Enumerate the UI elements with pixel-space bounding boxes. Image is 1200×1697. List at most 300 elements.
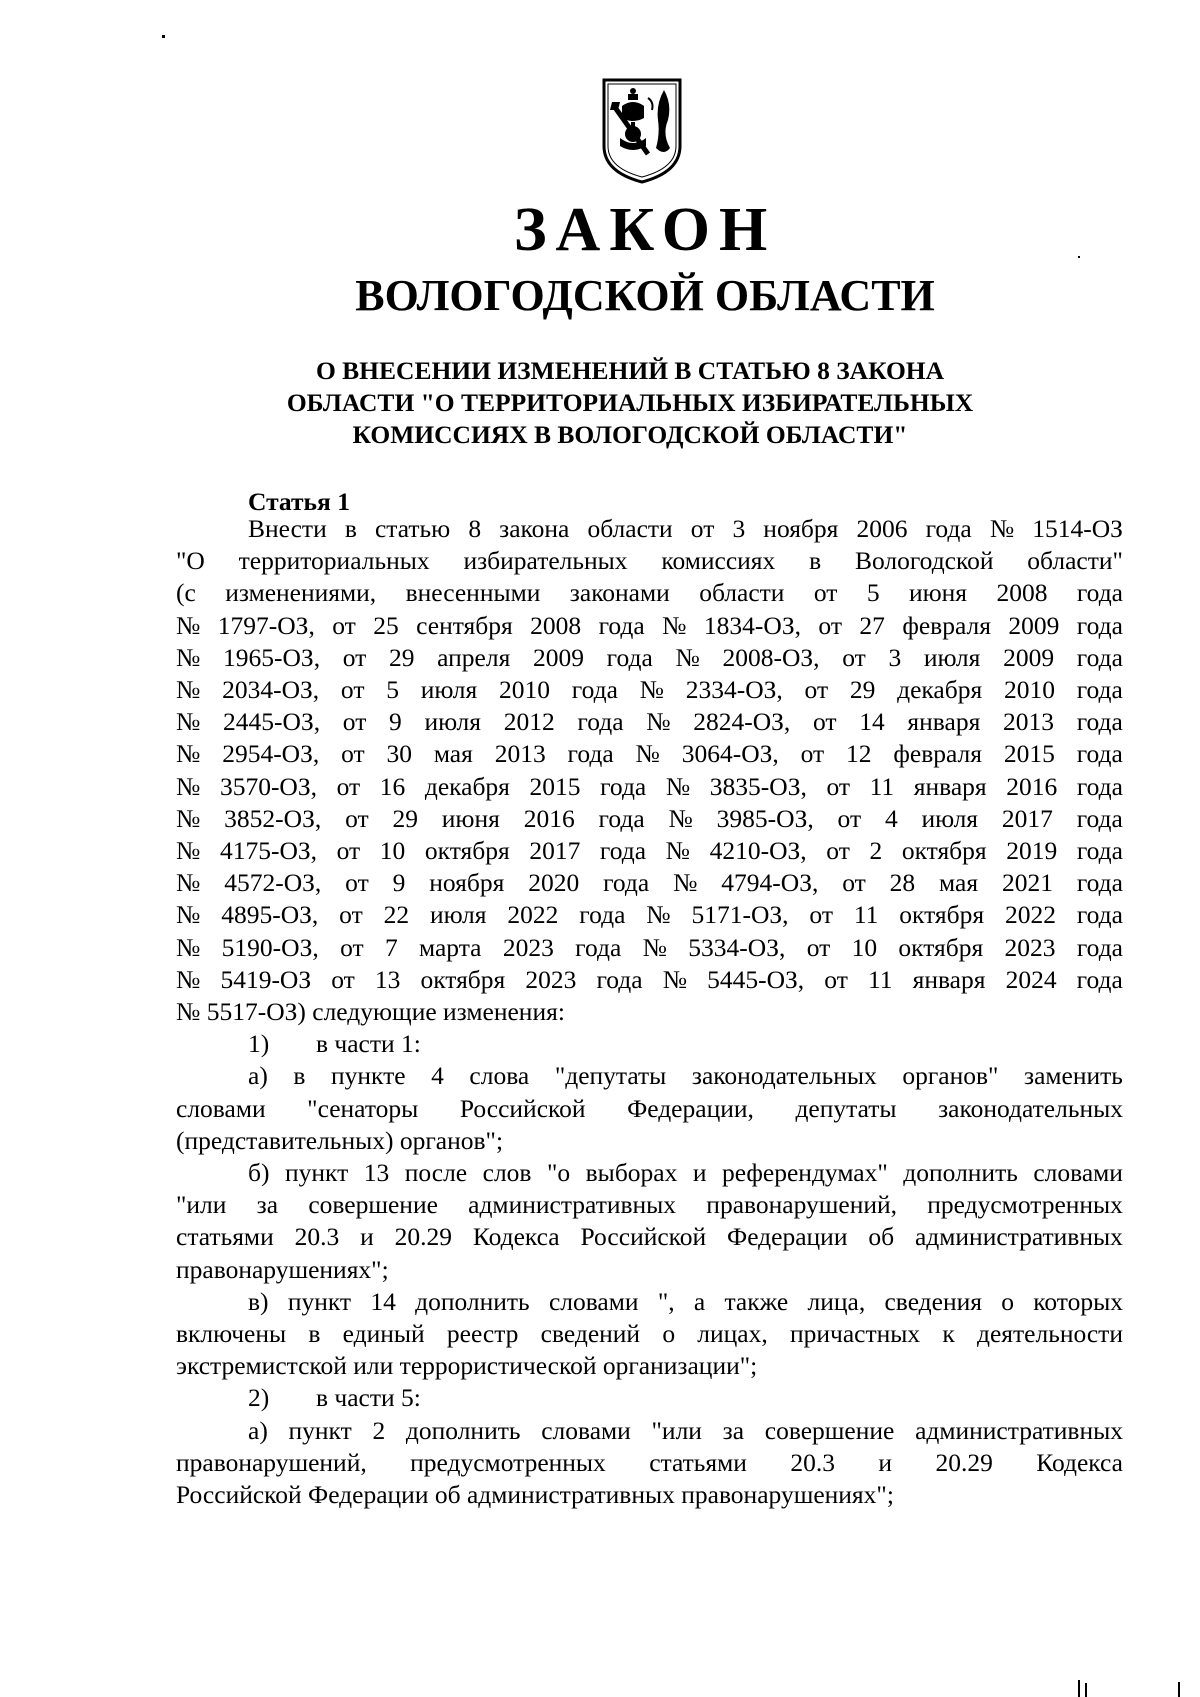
word: 11 (869, 771, 895, 801)
word: года (1076, 739, 1123, 769)
word: заменить (1024, 1061, 1123, 1091)
word: словами (1033, 1158, 1123, 1188)
word: 2012 (503, 707, 555, 737)
list-item-1 (176, 1028, 1123, 1060)
word: "о (546, 1158, 571, 1188)
word: выборах (585, 1158, 678, 1188)
word: от (804, 675, 829, 705)
word: административных (914, 1222, 1123, 1252)
word: января (913, 771, 987, 801)
word: апреля (437, 642, 511, 672)
word: от (690, 514, 715, 543)
title-line: ОБЛАСТИ "О ТЕРРИТОРИАЛЬНЫХ ИЗБИРАТЕЛЬНЫХ (286, 388, 974, 417)
document-title (220, 355, 1040, 451)
word: 11 (867, 964, 893, 994)
word: № (675, 642, 700, 672)
word: 2008-ОЗ, (722, 642, 820, 672)
word: № (176, 707, 201, 737)
word: июля (921, 803, 979, 833)
word: 2016 (1006, 771, 1058, 801)
word: словами (548, 1286, 639, 1316)
word: предусмотренных (927, 1190, 1123, 1220)
body-line (176, 1189, 1123, 1221)
word: словами (541, 1415, 631, 1445)
word: № (176, 803, 201, 833)
word: референдумах" (722, 1158, 888, 1188)
word: которых (1033, 1286, 1123, 1316)
word: 3852-ОЗ, (224, 803, 322, 833)
word: законами (569, 578, 670, 608)
word: № (646, 707, 671, 737)
word: марта (419, 932, 482, 962)
word: области" (1027, 546, 1123, 576)
word: года (1076, 610, 1123, 640)
word: 20.3 (790, 1447, 835, 1477)
word: об (868, 1222, 895, 1252)
scan-speck (1078, 256, 1080, 258)
word: 2954-ОЗ, (222, 739, 320, 769)
word: от (336, 771, 361, 801)
word: 2008 (996, 578, 1048, 608)
word: 2010 (499, 675, 550, 705)
word: июля (429, 900, 487, 930)
word: совершение (764, 1415, 895, 1445)
word: Кодекса (1036, 1447, 1123, 1477)
word: № (176, 610, 201, 640)
word: года (596, 964, 643, 994)
word: от (837, 803, 862, 833)
word: лица, (807, 1286, 866, 1316)
body-line: Российской Федерации об административных правонарушениях"; (176, 1480, 894, 1510)
body-line (176, 964, 1123, 996)
word: 2023 (502, 932, 554, 962)
word: от (800, 739, 825, 769)
word: 2016 (523, 803, 575, 833)
word: 5334-ОЗ, (688, 932, 786, 962)
scan-edge-mark (1078, 1680, 1080, 1697)
word: 3835-ОЗ, (709, 771, 807, 801)
word: 2445-ОЗ, (223, 707, 321, 737)
word: 2 (869, 836, 883, 866)
word: 2022 (1004, 900, 1056, 930)
word: в) (248, 1286, 269, 1316)
word: 29 (388, 642, 415, 672)
body-line (176, 610, 1123, 642)
word: от (813, 578, 838, 608)
word: от (826, 836, 850, 866)
word: предусмотренных (410, 1447, 606, 1477)
word: мая (939, 868, 979, 898)
word: 16 (379, 771, 406, 801)
word: Внести (248, 514, 327, 543)
word: ноября (763, 514, 839, 543)
word: года (1076, 707, 1123, 737)
coat-of-arms-icon (600, 76, 684, 186)
word: 8 (468, 514, 482, 543)
word: 5 (386, 675, 399, 705)
word: 2022 (507, 900, 559, 930)
word: от (826, 771, 850, 801)
word: 5171-ОЗ, (691, 900, 789, 930)
word: административных (468, 1190, 677, 1220)
word: административных (915, 1415, 1123, 1445)
word: а (693, 1286, 706, 1316)
word: в (308, 1319, 321, 1349)
word: 2023 (525, 964, 577, 994)
word: № (176, 642, 201, 672)
word: октября (901, 836, 987, 866)
word: 5445-ОЗ, (707, 964, 805, 994)
word: года (1076, 578, 1123, 608)
word: Федерации (727, 1222, 848, 1252)
word: 29 (392, 803, 418, 833)
word: Российской (580, 1222, 707, 1252)
word: 2021 (1001, 868, 1053, 898)
word: № (673, 868, 698, 898)
word: 3 (888, 642, 902, 672)
word: б) (248, 1158, 270, 1188)
word: от (342, 707, 367, 737)
word: а) (248, 1061, 268, 1091)
word: 20.29 (935, 1447, 993, 1477)
word: года (1076, 642, 1123, 672)
word: года (599, 836, 647, 866)
word: 30 (386, 739, 412, 769)
word: № (665, 836, 691, 866)
word: статьями (176, 1222, 274, 1252)
word: года (1076, 964, 1123, 994)
word: № (642, 932, 667, 962)
word: 2024 (1005, 964, 1057, 994)
word: октября (899, 900, 985, 930)
body-line (176, 1318, 1123, 1350)
word: 9 (389, 707, 402, 737)
word: № (639, 675, 664, 705)
word: от (818, 610, 842, 640)
word: № (635, 739, 660, 769)
word: о (1001, 1286, 1015, 1316)
word: 1834-ОЗ, (703, 610, 801, 640)
word: 3 (732, 514, 746, 543)
word: в (293, 1061, 306, 1091)
word: в (809, 546, 822, 576)
word: от (341, 739, 365, 769)
word: июня (908, 578, 968, 608)
body-line (176, 642, 1123, 674)
word: 2017 (1001, 803, 1053, 833)
word: совершение (308, 1190, 438, 1220)
word: деятельности (976, 1319, 1123, 1349)
body-line: (представительных) органов"; (176, 1125, 504, 1155)
body-line (176, 899, 1123, 931)
word: 13 (363, 1158, 390, 1188)
word: "или (176, 1190, 227, 1220)
word: 29 (849, 675, 876, 705)
word: 2013 (1003, 707, 1054, 737)
word: 1965-ОЗ, (223, 642, 321, 672)
word: 5 (866, 578, 880, 608)
word: от (336, 836, 361, 866)
word: области (699, 578, 785, 608)
word: мая (433, 739, 473, 769)
body-line (176, 545, 1123, 577)
word: и (692, 1158, 707, 1188)
body-line (176, 1415, 1123, 1447)
word: № (176, 868, 201, 898)
word: "О (176, 546, 205, 576)
word: октября (420, 964, 506, 994)
word: словами (176, 1093, 266, 1123)
word: Российской (459, 1093, 586, 1123)
word: года (1076, 868, 1123, 898)
word: 4794-ОЗ, (721, 868, 819, 898)
body-line (176, 1447, 1123, 1479)
word: законодательных (691, 1061, 877, 1091)
word: 2015 (529, 771, 581, 801)
word: 2020 (528, 868, 580, 898)
body-line (176, 577, 1123, 609)
word: № (662, 964, 688, 994)
body-line (176, 932, 1123, 964)
word: 3064-ОЗ, (681, 739, 779, 769)
word: от (824, 964, 848, 994)
body-line (176, 674, 1123, 706)
word: (с (176, 578, 196, 608)
word: включены (176, 1319, 287, 1349)
word: в (344, 514, 357, 543)
word: года (600, 771, 647, 801)
word: № (662, 610, 687, 640)
body-line (176, 706, 1123, 738)
word: 2009 (1003, 642, 1055, 672)
word: 2023 (1004, 932, 1056, 962)
word: года (606, 642, 653, 672)
word: слов (482, 1158, 532, 1188)
word: за (722, 1415, 745, 1445)
word: сведения (884, 1286, 982, 1316)
word: 2034-ОЗ, (222, 675, 320, 705)
word: от (806, 932, 831, 962)
word: 3570-ОЗ, (219, 771, 317, 801)
word: к (942, 1319, 955, 1349)
word: года (598, 610, 645, 640)
word: 2334-ОЗ, (685, 675, 783, 705)
word: 1797-ОЗ, (217, 610, 315, 640)
document-issuer: ВОЛОГОДСКОЙ ОБЛАСТИ (355, 271, 935, 320)
word: 27 (859, 610, 885, 640)
word: 7 (384, 932, 398, 962)
word: июля (424, 707, 481, 737)
word: № (176, 739, 201, 769)
word: 20.29 (394, 1222, 452, 1252)
article-heading: Статья 1 (248, 487, 350, 516)
word: 5419-ОЗ (220, 964, 312, 994)
list-item-2 (176, 1382, 1123, 1414)
word: Федерации, (627, 1093, 754, 1123)
word: также (724, 1286, 789, 1316)
scan-edge-mark (1178, 1682, 1180, 1697)
word: № (646, 900, 671, 930)
title-line: КОМИССИЯХ В ВОЛОГОДСКОЙ ОБЛАСТИ" (352, 420, 908, 449)
word: реестр (446, 1319, 519, 1349)
body-line: экстремистской или террористической организации"; (176, 1351, 758, 1381)
scan-edge-mark (1085, 1683, 1087, 1697)
word: 20.3 (294, 1222, 340, 1252)
word: о (662, 1319, 676, 1349)
word: пункт (287, 1286, 352, 1316)
word: статью (374, 514, 451, 543)
word: 2010 (1003, 675, 1055, 705)
word: от (342, 642, 367, 672)
word: сентября (416, 610, 513, 640)
word: 4210-ОЗ, (709, 836, 807, 866)
word: от (339, 900, 363, 930)
body-line (176, 1157, 1123, 1189)
word: № (176, 675, 201, 705)
word: от (842, 642, 866, 672)
word: года (575, 932, 622, 962)
word: 5190-ОЗ, (221, 932, 319, 962)
word: № (668, 803, 693, 833)
body-line (176, 1093, 1123, 1125)
word: 22 (383, 900, 410, 930)
title-line: О ВНЕСЕНИИ ИЗМЕНЕНИЙ В СТАТЬЮ 8 ЗАКОНА (315, 356, 945, 385)
word: 4895-ОЗ, (221, 900, 319, 930)
word: избирательных (463, 546, 628, 576)
word: 3985-ОЗ, (716, 803, 814, 833)
word: января (907, 707, 981, 737)
word: от (340, 675, 365, 705)
word: года (1076, 771, 1123, 801)
word: пункт (288, 1415, 352, 1445)
word: октября (898, 932, 984, 962)
body-line (176, 835, 1123, 867)
word: изменениями, (225, 578, 377, 608)
word: ", (657, 1286, 675, 1316)
word: 28 (889, 868, 916, 898)
word: 4 (884, 803, 898, 833)
word: закона (499, 514, 570, 543)
word: 12 (846, 739, 872, 769)
body-line (176, 803, 1123, 835)
word: 4175-ОЗ, (219, 836, 318, 866)
word: от (331, 964, 355, 994)
word: июня (441, 803, 500, 833)
word: лицах, (697, 1319, 768, 1349)
word: июля (923, 642, 981, 672)
word: года (603, 868, 650, 898)
word: № (176, 900, 201, 930)
word: слова (469, 1061, 530, 1091)
word: 2824-ОЗ, (693, 707, 791, 737)
word: 2015 (1003, 739, 1055, 769)
word: года (1076, 803, 1123, 833)
word: года (1076, 932, 1123, 962)
body-line (176, 738, 1123, 770)
word: после (404, 1158, 468, 1188)
scan-speck (162, 35, 165, 38)
list-item-number: 2) (248, 1383, 270, 1413)
body-line: № 5517-ОЗ) следующие изменения: (176, 997, 565, 1027)
body-line: правонарушениях"; (176, 1254, 389, 1284)
word: от (842, 868, 866, 898)
word: 25 (373, 610, 399, 640)
word: а) (248, 1415, 268, 1445)
word: 4572-ОЗ, (224, 868, 322, 898)
word: 2019 (1006, 836, 1058, 866)
list-item-text: в части 5: (316, 1383, 421, 1413)
word: октября (424, 836, 510, 866)
word: причастных (789, 1319, 921, 1349)
word: 10 (379, 836, 406, 866)
word: от (340, 932, 364, 962)
word: правонарушений, (706, 1190, 898, 1220)
word: года (598, 803, 645, 833)
body-line (176, 1286, 1123, 1318)
word: органов" (902, 1061, 999, 1091)
word: 2 (372, 1415, 386, 1445)
word: от (812, 707, 837, 737)
word: и (878, 1447, 893, 1477)
word: года (571, 675, 618, 705)
word: года (1076, 675, 1123, 705)
word: комиссиях (661, 546, 776, 576)
word: декабря (897, 675, 983, 705)
word: от (345, 868, 369, 898)
word: внесенными (405, 578, 541, 608)
word: 14 (370, 1286, 396, 1316)
word: 9 (392, 868, 406, 898)
word: "или (651, 1415, 702, 1445)
word: единый (342, 1319, 425, 1349)
word: депутаты (795, 1093, 897, 1123)
word: № (989, 514, 1015, 543)
word: № (176, 932, 201, 962)
word: территориальных (238, 546, 430, 576)
word: пункте (330, 1061, 406, 1091)
word: декабря (424, 771, 510, 801)
word: пункт (284, 1158, 349, 1188)
list-item-number: 1) (248, 1029, 270, 1059)
word: № (665, 771, 691, 801)
word: дополнить (405, 1415, 521, 1445)
word: и (360, 1222, 374, 1252)
word: Вологодской (854, 546, 994, 576)
word: законодательных (938, 1093, 1123, 1123)
word: года (579, 900, 626, 930)
document-type: ЗАКОН (513, 196, 777, 264)
word: года (567, 739, 614, 769)
word: 10 (851, 932, 878, 962)
word: Кодекса (472, 1222, 560, 1252)
word: правонарушений, (176, 1447, 367, 1477)
word: № (176, 964, 201, 994)
word: июля (420, 675, 478, 705)
article-body (176, 513, 1123, 1511)
word: 2008 (530, 610, 582, 640)
word: 13 (374, 964, 401, 994)
word: 2009 (1008, 610, 1060, 640)
word: от (809, 900, 833, 930)
word: за (256, 1190, 279, 1220)
list-item-text: в части 1: (316, 1029, 421, 1059)
body-line (176, 771, 1123, 803)
word: дополнить (903, 1158, 1018, 1188)
word: ноября (429, 868, 505, 898)
body-line (176, 513, 1123, 545)
word: 2013 (494, 739, 546, 769)
word: 1514-ОЗ (1032, 514, 1123, 543)
